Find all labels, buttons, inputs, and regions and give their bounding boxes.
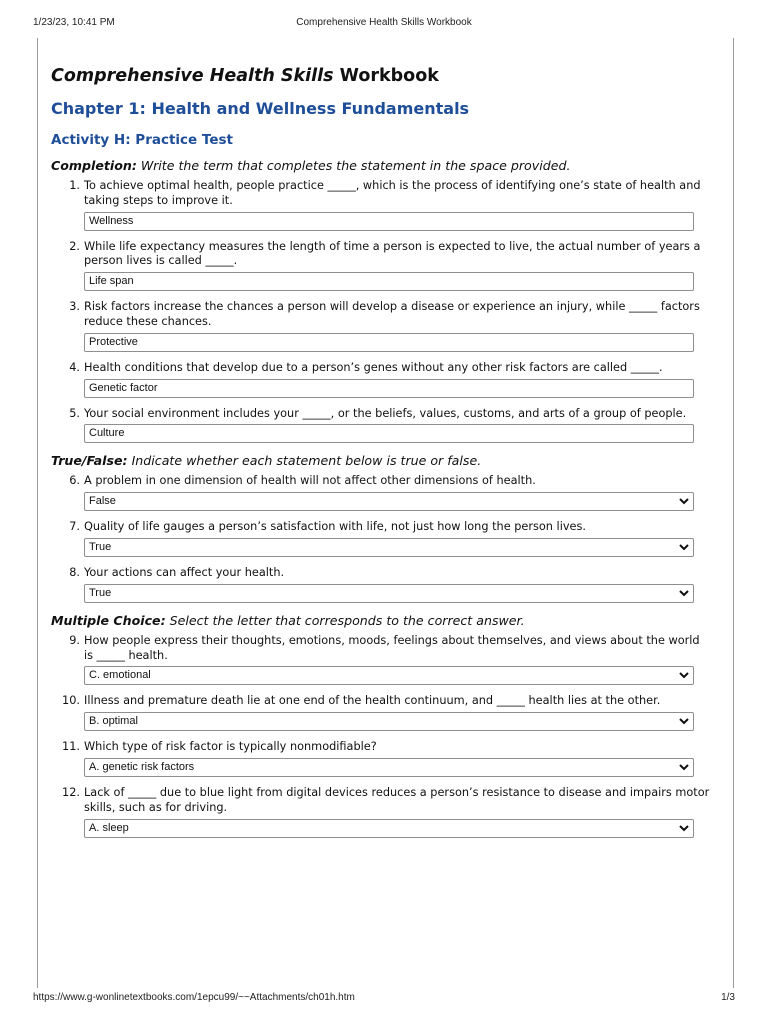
chevron-down-icon [678, 494, 690, 509]
completion-questions [51, 179, 711, 443]
answer-select-12[interactable]: A. sleep [84, 819, 694, 838]
question-12: 12. Lack of _____ due to blue light from digital devices reduces a person’s resistance to disease and impairs motor skills, such as for driving. A. sleep [51, 786, 711, 838]
question-2: 2. While life expectancy measures the length of time a person is expected to live, the actual number of years a person lives is called _____. Life span [51, 240, 711, 292]
chevron-down-icon [678, 821, 690, 836]
answer-input-4[interactable]: Genetic factor [84, 379, 694, 398]
activity-title: Activity H: Practice Test [51, 132, 233, 148]
mc-instructions: Multiple Choice: Select the letter that corresponds to the correct answer. [51, 612, 525, 628]
truefalse-questions [51, 474, 711, 602]
print-header [0, 17, 768, 31]
chapter-title: Chapter 1: Health and Wellness Fundamentals [51, 99, 470, 118]
answer-select-11[interactable]: A. genetic risk factors [84, 758, 694, 777]
worksheet-content [51, 62, 711, 847]
question-9: 9. How people express their thoughts, emotions, moods, feelings about themselves, and views about the world is _____ health. C. emotional [51, 634, 711, 686]
answer-input-2[interactable]: Life span [84, 272, 694, 291]
completion-instructions: Completion: Write the term that completes the statement in the space provided. [51, 158, 571, 173]
chevron-down-icon [678, 760, 690, 775]
answer-select-8[interactable]: True [84, 584, 694, 603]
question-6: 6. A problem in one dimension of health will not affect other dimensions of health. False [51, 474, 711, 511]
question-10: 10. Illness and premature death lie at one end of the health continuum, and _____ health lies at the other. B. optimal [51, 694, 711, 731]
answer-input-5[interactable]: Culture [84, 424, 694, 443]
question-4: 4. Health conditions that develop due to a person’s genes without any other risk factors are called _____. Genetic factor [51, 361, 711, 398]
answer-select-9[interactable]: C. emotional [84, 666, 694, 685]
question-5: 5. Your social environment includes your _____, or the beliefs, values, customs, and arts of a group of people. Culture [51, 407, 711, 444]
question-1: 1. To achieve optimal health, people practice _____, which is the process of identifying one’s state of health and taking steps to improve it. Wellness [51, 179, 711, 231]
print-doc-title: Comprehensive Health Skills Workbook [296, 17, 472, 28]
question-3: 3. Risk factors increase the chances a person will develop a disease or experience an injury, while _____ factors reduce these chances. Protective [51, 300, 711, 352]
question-8: 8. Your actions can affect your health. True [51, 566, 711, 603]
answer-input-1[interactable]: Wellness [84, 212, 694, 231]
mc-questions [51, 634, 711, 838]
chevron-down-icon [678, 668, 690, 683]
page-border-left [37, 38, 38, 988]
page-border-right [733, 38, 734, 988]
answer-select-7[interactable]: True [84, 538, 694, 557]
truefalse-instructions: True/False: Indicate whether each statement below is true or false. [51, 453, 482, 469]
print-page-number: 1/3 [721, 992, 735, 1003]
chevron-down-icon [678, 586, 690, 601]
print-datetime: 1/23/23, 10:41 PM [33, 17, 115, 28]
book-title: Comprehensive Health Skills Workbook [51, 66, 439, 86]
chevron-down-icon [678, 714, 690, 729]
print-url: https://www.g-wonlinetextbooks.com/1epcu99/~~Attachments/ch01h.htm [33, 992, 355, 1003]
chevron-down-icon [678, 540, 690, 555]
answer-select-6[interactable]: False [84, 492, 694, 511]
question-7: 7. Quality of life gauges a person’s satisfaction with life, not just how long the person lives. True [51, 520, 711, 557]
answer-input-3[interactable]: Protective [84, 333, 694, 352]
question-11: 11. Which type of risk factor is typically nonmodifiable? A. genetic risk factors [51, 740, 711, 777]
print-footer [0, 992, 768, 1006]
answer-select-10[interactable]: B. optimal [84, 712, 694, 731]
